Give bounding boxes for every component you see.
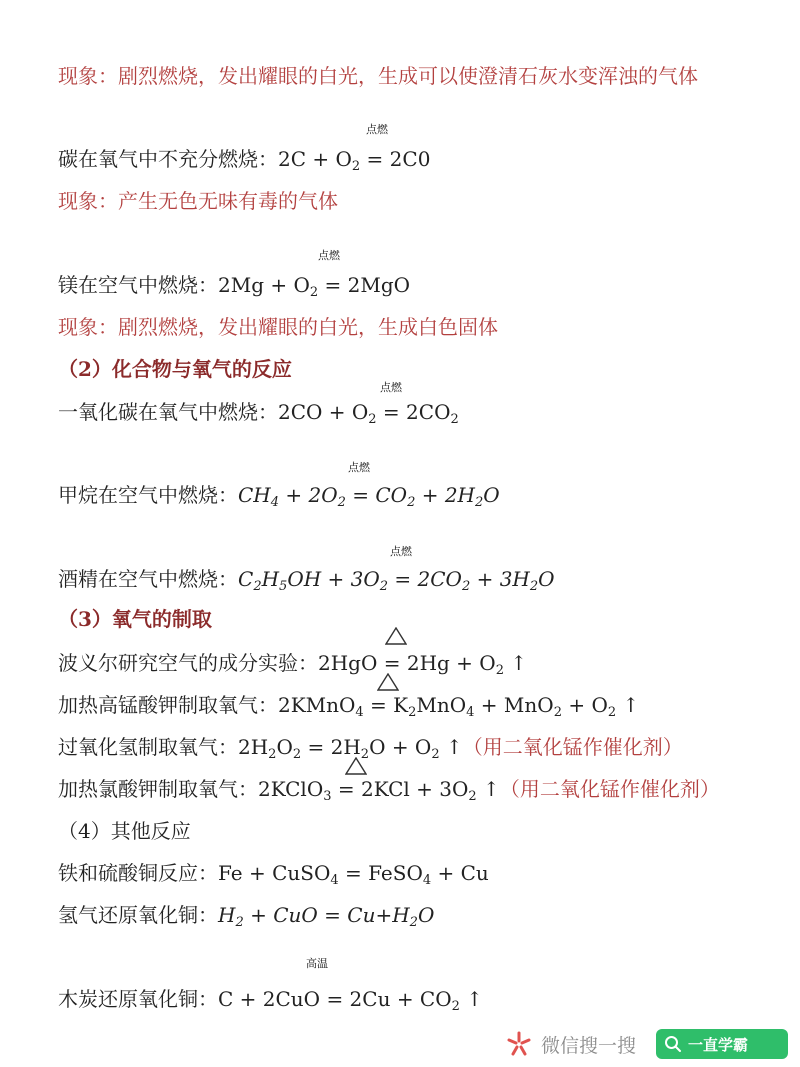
observation-magnesium: 现象：剧烈燃烧，发出耀眼的白光，生成白色固体 — [58, 315, 498, 339]
search-account-label: 一直学霸 — [688, 1035, 749, 1054]
equation-label: 加热高锰酸钾制取氧气： — [58, 693, 278, 717]
equation-hydrogen-copper-oxide: 氢气还原氧化铜：$H_2$ + CuO = $Cu+H_2O$ — [58, 903, 435, 930]
equation-label: 碳在氧气中不充分燃烧： — [58, 147, 278, 171]
equation-label: 一氧化碳在氧气中燃烧： — [58, 400, 278, 424]
equation-label: 加热氯酸钾制取氧气： — [58, 777, 258, 801]
observation-carbon-full: 现象：剧烈燃烧，发出耀眼的白光，生成可以使澄清石灰水变浑浊的气体 — [58, 64, 698, 88]
equation-carbon-monoxide: 一氧化碳在氧气中燃烧：$2CO + O_2 = 2CO_2$ — [58, 400, 459, 427]
equation-hydrogen-peroxide: 过氧化氢制取氧气：$2H_2O_2 = 2H_2O + O_2$ ↑（用二氧化锰作催化剂） — [58, 735, 683, 762]
equation-ethanol: 酒精在空气中燃烧：$C_2H_5OH + 3O_2 = 2CO_2 + 3H_2O$ — [58, 567, 555, 594]
equation-magnesium: 镁在空气中燃烧：$2Mg + O_2 = 2MgO$ — [58, 273, 411, 300]
catalyst-note: （用二氧化锰作催化剂） — [462, 735, 683, 759]
wechat-search-watermark — [505, 1027, 636, 1061]
section-heading-oxygen-preparation: （3）氧气的制取 — [58, 607, 212, 631]
wechat-search-logo-icon — [505, 1030, 533, 1058]
condition-ignite: 点燃 — [318, 249, 340, 262]
observation-toxic-gas: 现象：产生无色无味有毒的气体 — [58, 189, 338, 213]
equation-label: 过氧化氢制取氧气： — [58, 735, 238, 759]
equation-label: 木炭还原氧化铜： — [58, 987, 218, 1011]
equation-iron-copper-sulfate: 铁和硫酸铜反应：Fe + CuSO$_4$ = FeSO$_4$ + Cu — [58, 861, 489, 888]
heating-triangle-icon — [345, 757, 367, 775]
section-heading-other-reactions: （4）其他反应 — [58, 819, 191, 843]
equation-label: 甲烷在空气中燃烧： — [58, 483, 238, 507]
equation-mercury-oxide: 波义尔研究空气的成分实验：$2HgO = 2Hg + O_2$ ↑ — [58, 651, 528, 678]
condition-ignite: 点燃 — [366, 123, 388, 136]
search-account-button[interactable] — [656, 1029, 788, 1059]
equation-label: 酒精在空气中燃烧： — [58, 567, 238, 591]
heating-triangle-icon — [385, 627, 407, 645]
condition-ignite: 点燃 — [380, 381, 402, 394]
equation-carbon-copper-oxide: 木炭还原氧化铜：$C + 2CuO = 2Cu + CO_2$ ↑ — [58, 987, 484, 1014]
equation-label: 铁和硫酸铜反应： — [58, 861, 218, 885]
catalyst-note: （用二氧化锰作催化剂） — [499, 777, 720, 801]
watermark-text: 微信搜一搜 — [541, 1034, 637, 1057]
search-icon — [664, 1035, 682, 1053]
equation-label: 镁在空气中燃烧： — [58, 273, 218, 297]
section-heading-compounds: （2）化合物与氧气的反应 — [58, 357, 292, 381]
equation-label: 波义尔研究空气的成分实验： — [58, 651, 318, 675]
equation-label: 氢气还原氧化铜： — [58, 903, 218, 927]
equation-methane: 甲烷在空气中燃烧：$CH_4 + 2O_2 = CO_2 + 2H_2O$ — [58, 483, 500, 510]
condition-high-temperature: 高温 — [306, 957, 328, 970]
equation-potassium-permanganate: 加热高锰酸钾制取氧气：2KMnO$_4$ = $K_2MnO_4 + MnO_2 + O_2$ ↑ — [58, 693, 640, 720]
equation-carbon-incomplete: 碳在氧气中不充分燃烧：$2C + O_2 = 2C0$ — [58, 147, 431, 174]
condition-ignite: 点燃 — [390, 545, 412, 558]
heating-triangle-icon — [377, 673, 399, 691]
equation-potassium-chlorate: 加热氯酸钾制取氧气：2KClO$_3$ = $2KCl + 3O_2$ ↑（用二氧化锰作催化剂） — [58, 777, 720, 804]
condition-ignite: 点燃 — [348, 461, 370, 474]
